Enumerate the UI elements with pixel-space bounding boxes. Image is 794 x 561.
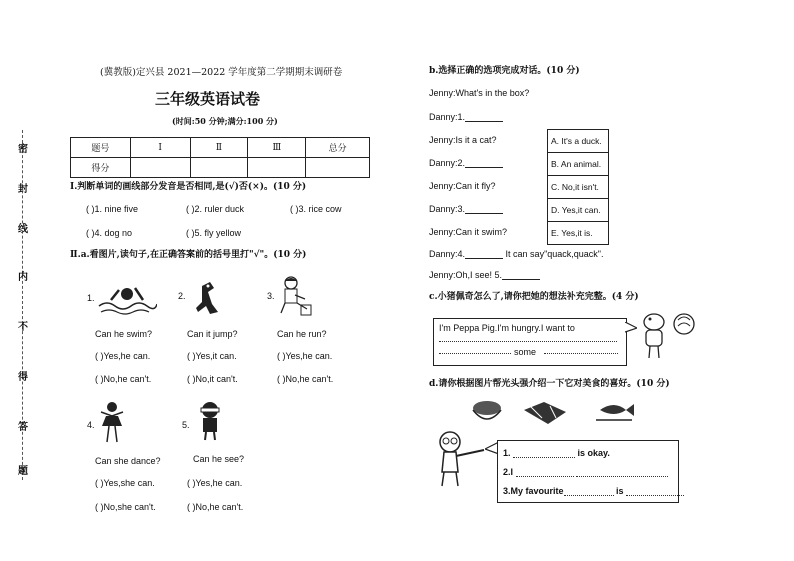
peppa-speech-bubble (433, 318, 627, 366)
section2d-title: d.请你根据图片帮光头强介绍一下它对美食的喜好。(10 分) (429, 379, 670, 389)
section2c-title: c.小猪佩奇怎么了,请你把她的想法补充完整。(4 分) (429, 292, 639, 302)
dialogue-tail: It can say"quack,quack". (505, 249, 604, 259)
answer-blank[interactable] (516, 476, 574, 477)
item-number: 1. (87, 293, 95, 303)
steak-plate-picture (520, 398, 570, 428)
answer-blank[interactable] (513, 457, 575, 458)
answer-blank[interactable] (439, 341, 617, 342)
dialogue-speaker: Danny:2. (429, 158, 466, 168)
dialogue-line (429, 250, 604, 259)
answer-blank[interactable] (465, 167, 503, 168)
score-cell: 得分 (71, 158, 131, 178)
score-table-header-row (71, 138, 370, 158)
option-d: D. Yes,it can. (548, 199, 608, 222)
score-cell: Ⅲ (248, 138, 306, 158)
dialogue-line: Jenny:Can it fly? (429, 181, 496, 191)
answer-option[interactable]: ( )No,he can't. (95, 374, 152, 384)
answer-blank[interactable] (544, 353, 618, 354)
phonics-item[interactable] (86, 229, 132, 238)
score-input-cell[interactable] (248, 158, 306, 178)
margin-char: 答 (18, 422, 28, 433)
question-text: Can he run? (277, 329, 327, 339)
phonics-item-words: rice cow (308, 204, 342, 214)
food-line-1 (503, 449, 610, 458)
margin-char: 线 (18, 224, 28, 235)
fish-plate-picture (592, 398, 638, 428)
score-input-cell[interactable] (306, 158, 370, 178)
answer-option[interactable]: ( )No,he can't. (187, 502, 244, 512)
phonics-item[interactable] (186, 229, 241, 238)
exam-title: (冀教版)定兴县 2021—2022 学年度第二学期期末调研卷 (100, 67, 343, 78)
food-line-number: 2.I (503, 467, 514, 477)
option-b: B. An animal. (548, 153, 608, 176)
item-number: 5. (182, 420, 190, 430)
food-line-3 (503, 487, 684, 496)
dialogue-line (429, 205, 503, 214)
answer-option[interactable]: ( )Yes,he can. (187, 478, 243, 488)
options-box (547, 129, 609, 245)
margin-char: 不 (18, 322, 28, 333)
dialogue-line (429, 271, 540, 280)
margin-char: 题 (18, 466, 28, 477)
section2a-title: Ⅱ.a.看图片,读句子,在正确答案前的括号里打"√"。(10 分) (70, 250, 307, 260)
phonics-item-words: fly yellow (204, 228, 242, 238)
margin-char: 得 (18, 372, 28, 383)
dialogue-speaker: Danny:1. (429, 112, 466, 122)
dialogue-speaker: Danny:4. (429, 249, 466, 259)
peppa-pig-picture (640, 308, 700, 360)
answer-blank[interactable] (465, 121, 503, 122)
answer-option[interactable]: ( )No,it can't. (187, 374, 238, 384)
option-e: E. Yes,it is. (551, 228, 593, 238)
margin-char: 内 (18, 272, 28, 283)
food-line-text: is (616, 486, 624, 496)
bubble-tail-icon (625, 322, 637, 334)
answer-option[interactable]: ( )Yes,she can. (95, 478, 155, 488)
phonics-item-words: nine five (104, 204, 139, 214)
dinosaur-picture (190, 278, 230, 318)
rice-bowl-picture (470, 398, 504, 426)
answer-blank[interactable] (576, 476, 668, 477)
answer-option[interactable]: ( )Yes,he can. (95, 351, 151, 361)
food-answer-box (497, 440, 679, 503)
phonics-item-num: ( )3. (290, 204, 307, 214)
phonics-item-num: ( )1. (86, 204, 103, 214)
food-line-number: 1. (503, 448, 511, 458)
question-text: Can it jump? (187, 329, 238, 339)
answer-option[interactable]: ( )Yes,he can. (277, 351, 333, 361)
bubble-text: I'm Peppa Pig.I'm hungry.I want to (439, 323, 575, 333)
subject-title: 三年级英语试卷 (155, 90, 261, 108)
sitting-boy-picture (277, 275, 317, 319)
phonics-item[interactable] (186, 205, 244, 214)
item-number: 2. (178, 291, 186, 301)
phonics-item-num: ( )4. (86, 228, 103, 238)
answer-blank[interactable] (564, 495, 614, 496)
answer-blank[interactable] (626, 495, 684, 496)
score-cell: 题号 (71, 138, 131, 158)
item-number: 3. (267, 291, 275, 301)
dialogue-line (429, 159, 503, 168)
food-line-text: is okay. (577, 448, 610, 458)
bubble-text: some (514, 347, 537, 357)
phonics-item[interactable] (290, 205, 342, 214)
logger-vick-picture (428, 428, 488, 490)
option-c: C. No,it isn't. (548, 176, 608, 199)
margin-char: 封 (18, 184, 28, 195)
score-cell: Ⅱ (190, 138, 248, 158)
dialogue-line: Jenny:What's in the box? (429, 88, 530, 98)
phonics-item[interactable] (86, 205, 138, 214)
answer-blank[interactable] (465, 258, 503, 259)
answer-blank[interactable] (502, 279, 540, 280)
dialogue-line (429, 113, 503, 122)
time-info: (时间:50 分钟;满分:100 分) (172, 116, 278, 126)
answer-option[interactable]: ( )Yes,it can. (187, 351, 237, 361)
answer-blank[interactable] (439, 353, 511, 354)
dialogue-line: Jenny:Can it swim? (429, 227, 508, 237)
score-input-cell[interactable] (130, 158, 190, 178)
question-text: Can he swim? (95, 329, 153, 339)
phonics-item-num: ( )5. (186, 228, 203, 238)
answer-option[interactable]: ( )No,she can't. (95, 502, 156, 512)
option-a: A. It's a duck. (548, 130, 608, 153)
score-cell: 总分 (306, 138, 370, 158)
blindfolded-boy-picture (195, 400, 225, 442)
section2b-title: b.选择正确的选项完成对话。(10 分) (429, 66, 580, 76)
question-text: Can she dance? (95, 456, 161, 466)
item-number: 4. (87, 420, 95, 430)
answer-blank[interactable] (465, 213, 503, 214)
score-cell: Ⅰ (130, 138, 190, 158)
phonics-item-num: ( )2. (186, 204, 203, 214)
phonics-item-words: dog no (104, 228, 133, 238)
dancing-girl-picture (97, 400, 127, 446)
score-input-cell[interactable] (190, 158, 248, 178)
phonics-item-words: ruler duck (204, 204, 245, 214)
dialogue-line: Jenny:Is it a cat? (429, 135, 497, 145)
dialogue-speaker: Danny:3. (429, 204, 466, 214)
swimming-boy-picture (97, 282, 157, 318)
dialogue-speaker: Jenny:Oh,I see! 5. (429, 270, 503, 280)
score-table (70, 137, 370, 178)
answer-option[interactable]: ( )No,he can't. (277, 374, 334, 384)
score-table-score-row (71, 158, 370, 178)
food-line-text: 3.My favourite (503, 486, 564, 496)
margin-char: 密 (18, 144, 28, 155)
question-text: Can he see? (193, 454, 245, 464)
section1-title: Ⅰ.判断单词的画线部分发音是否相同,是(√)否(×)。(10 分) (70, 182, 307, 192)
food-line-2 (503, 468, 668, 477)
